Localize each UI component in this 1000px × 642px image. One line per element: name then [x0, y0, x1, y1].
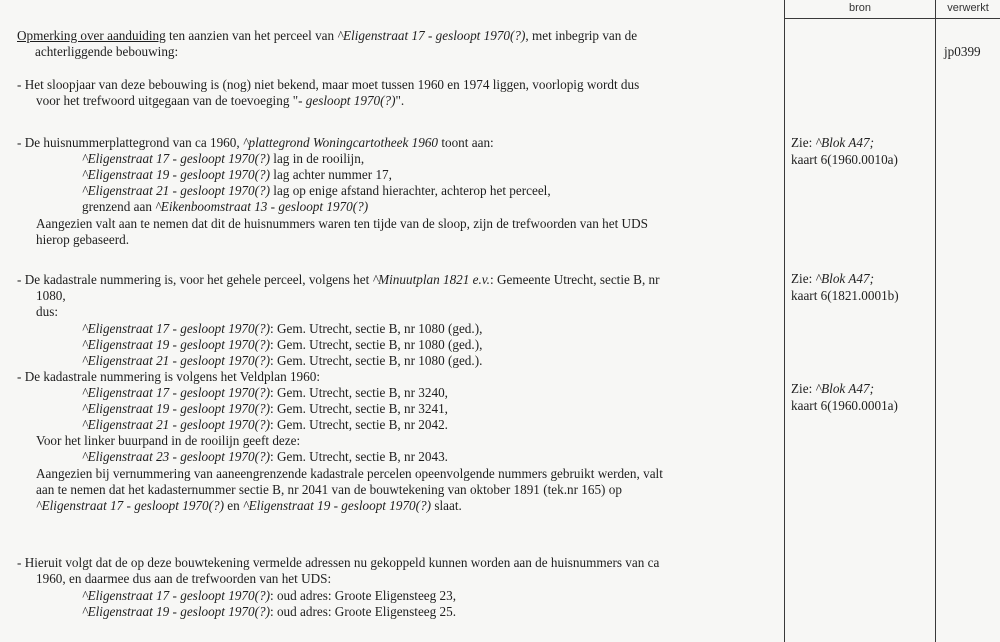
title-line [17, 28, 637, 44]
p3-intro [17, 272, 660, 288]
p3-line-3: dus: [36, 304, 58, 319]
item-text: lag achter nummer 17, [269, 167, 392, 182]
p2-intro-end: toont aan: [438, 135, 494, 150]
p4-intro: - De kadastrale nummering is volgens het Veldplan 1960: [17, 369, 321, 384]
item-ref: ^Eligenstraat 17 - gesloopt 1970(?) [82, 385, 270, 400]
p3-bron [791, 270, 874, 287]
p4-bron [791, 380, 874, 397]
p4-bron-map: kaart 6(1960.0001a) [791, 398, 898, 413]
item-ref: ^Eligenstraat 17 - gesloopt 1970(?) [82, 151, 270, 166]
title-text-2: , met inbegrip van de [525, 28, 638, 43]
p2-intro-text: - De huisnummerplattegrond van ca 1960, [17, 135, 243, 150]
item-ref: ^Eligenstraat 17 - gesloopt 1970(?) [82, 321, 270, 336]
p5-line-1: - Hieruit volgt dat de op deze bouwtekening vermelde adressen nu gekoppeld kunnen worden aan de huisnummers van ca [17, 555, 660, 570]
p4-item [82, 417, 448, 433]
p3-intro-text: - De kadastrale nummering is, voor het gehele perceel, volgens het [17, 272, 373, 287]
p1-line-1: - Het sloopjaar van deze bebouwing is (nog) niet bekend, maar moet tussen 1960 en 1974 liggen, voorlopig wordt dus [17, 77, 640, 92]
p2-border [82, 199, 368, 215]
item-ref: ^Eligenstraat 19 - gesloopt 1970(?) [82, 167, 270, 182]
p2-intro-ref: ^plattegrond Woningcartotheek 1960 [242, 135, 439, 150]
p4-conclusion-3 [36, 498, 462, 514]
item-text: : Gem. Utrecht, sectie B, nr 1080 (ged.), [269, 337, 483, 352]
bron-label: Zie: [791, 271, 816, 286]
p1-ref: - gesloopt 1970(?) [298, 93, 396, 108]
p4-item [82, 401, 448, 417]
p2-conclusion-1: Aangezien valt aan te nemen dat dit de huisnummers waren ten tijde van de sloop, zijn de trefwoorden van het UDS [36, 216, 648, 231]
item-ref: ^Eligenstraat 19 - gesloopt 1970(?) [82, 337, 270, 352]
p2-item [82, 167, 392, 183]
item-ref: ^Eligenstraat 21 - gesloopt 1970(?) [82, 353, 270, 368]
bron-ref: ^Blok A47; [815, 381, 874, 396]
p3-item [82, 353, 482, 369]
bron-label: Zie: [791, 381, 816, 396]
item-ref: ^Eligenstraat 23 - gesloopt 1970(?) [82, 449, 270, 464]
item-text: : Gem. Utrecht, sectie B, nr 3241, [269, 401, 448, 416]
p3-item [82, 321, 482, 337]
item-ref: ^Eligenstraat 19 - gesloopt 1970(?) [82, 401, 270, 416]
column-header-bron: bron [848, 2, 872, 14]
item-ref: ^Eligenstraat 21 - gesloopt 1970(?) [82, 417, 270, 432]
item-text: lag in de rooilijn, [269, 151, 365, 166]
p2-intro [17, 135, 494, 151]
p4-conclusion-1: Aangezien bij vernummering van aaneengrenzende kadastrale percelen opeenvolgende nummers gebruikt werden, valt [36, 466, 663, 481]
title-ref: ^Eligenstraat 17 - gesloopt 1970(?) [337, 28, 526, 43]
column-divider-bron [784, 0, 785, 642]
item-ref: ^Eligenstraat 17 - gesloopt 1970(?) [82, 588, 270, 603]
item-text: : Gem. Utrecht, sectie B, nr 1080 (ged.), [269, 321, 483, 336]
conc-ref-1: ^Eligenstraat 17 - gesloopt 1970(?) [36, 498, 224, 513]
verwerkt-value: jp0399 [944, 44, 981, 59]
p4-neighbour [82, 449, 448, 465]
p1-text-end: ". [395, 93, 405, 108]
bron-ref: ^Blok A47; [815, 271, 874, 286]
item-text: : oud adres: Groote Eligensteeg 23, [269, 588, 457, 603]
p5-item [82, 604, 456, 620]
header-divider [784, 18, 1000, 19]
item-text: : Gem. Utrecht, sectie B, nr 3240, [269, 385, 448, 400]
item-text: : Gem. Utrecht, sectie B, nr 1080 (ged.). [269, 353, 483, 368]
border-ref: ^Eikenboomstraat 13 - gesloopt 1970(?) [155, 199, 369, 214]
p3-intro-end: : Gemeente Utrecht, sectie B, nr [489, 272, 660, 287]
p2-conclusion-2: hierop gebaseerd. [36, 232, 130, 247]
p2-bron-map: kaart 6(1960.0010a) [791, 152, 898, 167]
item-text: lag op enige afstand hierachter, achterop het perceel, [269, 183, 551, 198]
p4-conclusion-2: aan te nemen dat het kadasternummer sectie B, nr 2041 van de bouwtekening van oktober 1891 (tek.nr 165) op [36, 482, 622, 497]
item-text: : Gem. Utrecht, sectie B, nr 2042. [269, 417, 448, 432]
title-heading: Opmerking over aanduiding [17, 28, 166, 43]
conc-text: en [223, 498, 244, 513]
title-text: ten aanzien van het perceel van [165, 28, 338, 43]
item-ref: ^Eligenstraat 21 - gesloopt 1970(?) [82, 183, 270, 198]
item-text: : oud adres: Groote Eligensteeg 25. [269, 604, 457, 619]
p2-item [82, 151, 364, 167]
item-text: : Gem. Utrecht, sectie B, nr 2043. [269, 449, 448, 464]
conc-text-end: slaat. [431, 498, 462, 513]
bron-ref: ^Blok A47; [815, 135, 874, 150]
column-divider-verwerkt [935, 0, 936, 642]
p4-item [82, 385, 448, 401]
p3-bron-map: kaart 6(1821.0001b) [791, 288, 899, 303]
p2-bron [791, 134, 874, 151]
bron-label: Zie: [791, 135, 816, 150]
p3-item [82, 337, 482, 353]
p4-neighbour-intro: Voor het linker buurpand in de rooilijn geeft deze: [36, 433, 301, 448]
column-header-verwerkt: verwerkt [947, 2, 989, 14]
p1-line-2 [36, 93, 404, 109]
border-text: grenzend aan [82, 199, 156, 214]
item-ref: ^Eligenstraat 19 - gesloopt 1970(?) [82, 604, 270, 619]
p5-item [82, 588, 456, 604]
p3-line-2: 1080, [36, 288, 66, 303]
p1-text: voor het trefwoord uitgegaan van de toevoeging " [36, 93, 299, 108]
p5-line-2: 1960, en daarmee dus aan de trefwoorden van het UDS: [36, 571, 332, 586]
conc-ref-2: ^Eligenstraat 19 - gesloopt 1970(?) [243, 498, 432, 513]
p3-intro-ref: ^Minuutplan 1821 e.v. [372, 272, 490, 287]
title-line-2: achterliggende bebouwing: [35, 44, 179, 59]
p2-item [82, 183, 551, 199]
